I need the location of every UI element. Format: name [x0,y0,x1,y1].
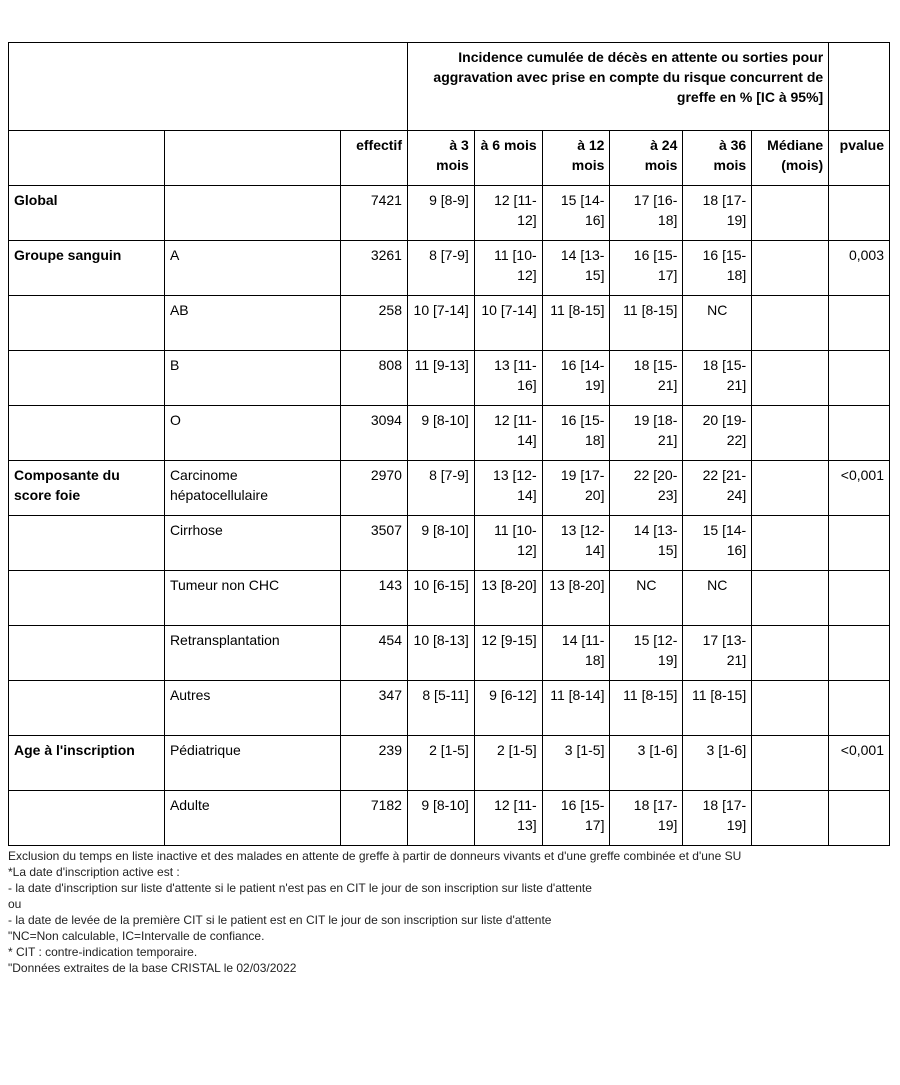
cell-24-mois: 11 [8-15] [610,681,683,736]
cell-mediane [752,626,829,681]
table-row [9,461,890,516]
footnote-line: ou [8,897,22,911]
column-header-mediane: Médiane (mois) [752,131,829,186]
cell-6-mois: 10 [7-14] [474,296,542,351]
cell-pvalue [829,681,890,736]
row-group-label [9,626,165,681]
cell-12-mois: 15 [14-16] [542,186,610,241]
table-row [9,516,890,571]
cell-effectif: 808 [341,351,408,406]
cell-12-mois: 13 [12-14] [542,516,610,571]
row-label: Autres [164,681,340,736]
cell-12-mois: 16 [15-18] [542,406,610,461]
table-row [9,406,890,461]
cell-36-mois: NC [683,296,752,351]
cell-effectif: 258 [341,296,408,351]
cell-mediane [752,736,829,791]
cell-24-mois: 15 [12-19] [610,626,683,681]
header-empty-cell [9,43,408,131]
cell-24-mois: 18 [17-19] [610,791,683,846]
cell-pvalue [829,571,890,626]
cell-36-mois: 22 [21-24] [683,461,752,516]
cell-3-mois: 10 [7-14] [407,296,474,351]
row-group-label [9,516,165,571]
row-label: Adulte [164,791,340,846]
table-row [9,571,890,626]
cell-6-mois: 11 [10-12] [474,516,542,571]
cell-mediane [752,296,829,351]
row-label: Carcinome hépatocellulaire [164,461,340,516]
footnote-line: Exclusion du temps en liste inactive et des malades en attente de greffe à partir de donneurs vivants et d'une greffe combinée et d'une SU [8,849,742,863]
cell-24-mois: NC [610,571,683,626]
cell-6-mois: 13 [12-14] [474,461,542,516]
cell-pvalue [829,516,890,571]
table-row [9,681,890,736]
cell-24-mois: 17 [16-18] [610,186,683,241]
row-label: A [164,241,340,296]
row-label: Retransplantation [164,626,340,681]
cell-6-mois: 12 [9-15] [474,626,542,681]
table-row [9,626,890,681]
column-header-3-mois: à 3 mois [407,131,474,186]
row-group-label: Composante du score foie [9,461,165,516]
row-group-label: Global [9,186,165,241]
cell-24-mois: 11 [8-15] [610,296,683,351]
cell-3-mois: 11 [9-13] [407,351,474,406]
footnotes [8,848,892,976]
table-row [9,736,890,791]
row-label: B [164,351,340,406]
cell-effectif: 3507 [341,516,408,571]
footnote-line: * CIT : contre-indication temporaire. [8,945,198,959]
cell-24-mois: 3 [1-6] [610,736,683,791]
cell-6-mois: 9 [6-12] [474,681,542,736]
row-label: O [164,406,340,461]
column-header-24-mois: à 24 mois [610,131,683,186]
cell-mediane [752,516,829,571]
cell-24-mois: 18 [15-21] [610,351,683,406]
cell-pvalue [829,406,890,461]
header-empty-cell [164,131,340,186]
row-group-label [9,351,165,406]
cell-mediane [752,681,829,736]
cell-effectif: 143 [341,571,408,626]
row-label: AB [164,296,340,351]
row-group-label: Age à l'inscription [9,736,165,791]
cell-36-mois: 11 [8-15] [683,681,752,736]
row-group-label [9,571,165,626]
table-row [9,241,890,296]
column-header-pvalue: pvalue [829,131,890,186]
row-group-label [9,406,165,461]
cell-mediane [752,186,829,241]
cell-pvalue [829,351,890,406]
footnote-line: - la date d'inscription sur liste d'attente si le patient n'est pas en CIT le jour de son inscription sur liste d'attente [8,881,592,895]
cell-3-mois: 8 [7-9] [407,241,474,296]
table-row [9,186,890,241]
cell-pvalue [829,791,890,846]
cell-pvalue [829,296,890,351]
cell-6-mois: 13 [11-16] [474,351,542,406]
cell-6-mois: 11 [10-12] [474,241,542,296]
cell-36-mois: 18 [15-21] [683,351,752,406]
cell-mediane [752,791,829,846]
header-group-title: Incidence cumulée de décès en attente ou sorties pour aggravation avec prise en compte du risque concurrent de greffe en % [IC à 95%] [407,43,828,131]
row-group-label [9,296,165,351]
cell-effectif: 239 [341,736,408,791]
cell-3-mois: 10 [6-15] [407,571,474,626]
cell-6-mois: 12 [11-14] [474,406,542,461]
row-group-label: Groupe sanguin [9,241,165,296]
cell-3-mois: 2 [1-5] [407,736,474,791]
column-header-effectif: effectif [341,131,408,186]
header-columns-row [9,131,890,186]
cell-effectif: 2970 [341,461,408,516]
cell-12-mois: 16 [15-17] [542,791,610,846]
header-group-row [9,43,890,131]
cell-effectif: 347 [341,681,408,736]
cell-effectif: 7421 [341,186,408,241]
cell-36-mois: NC [683,571,752,626]
cell-6-mois: 12 [11-13] [474,791,542,846]
cell-mediane [752,571,829,626]
document [8,42,892,976]
footnote-line: "NC=Non calculable, IC=Intervalle de confiance. [8,929,265,943]
table-row [9,351,890,406]
row-label: Cirrhose [164,516,340,571]
cell-24-mois: 16 [15-17] [610,241,683,296]
row-label: Tumeur non CHC [164,571,340,626]
cell-24-mois: 19 [18-21] [610,406,683,461]
cell-12-mois: 3 [1-5] [542,736,610,791]
row-group-label [9,791,165,846]
cell-24-mois: 14 [13-15] [610,516,683,571]
cell-3-mois: 9 [8-10] [407,406,474,461]
cell-12-mois: 11 [8-14] [542,681,610,736]
incidence-table [8,42,890,846]
cell-36-mois: 20 [19-22] [683,406,752,461]
cell-effectif: 3261 [341,241,408,296]
cell-12-mois: 16 [14-19] [542,351,610,406]
cell-36-mois: 18 [17-19] [683,791,752,846]
cell-6-mois: 2 [1-5] [474,736,542,791]
table-row [9,296,890,351]
cell-effectif: 454 [341,626,408,681]
cell-3-mois: 8 [7-9] [407,461,474,516]
cell-3-mois: 9 [8-10] [407,791,474,846]
cell-pvalue: <0,001 [829,461,890,516]
header-empty-cell [829,43,890,131]
cell-36-mois: 15 [14-16] [683,516,752,571]
cell-mediane [752,351,829,406]
cell-pvalue [829,626,890,681]
cell-mediane [752,461,829,516]
cell-pvalue: <0,001 [829,736,890,791]
column-header-6-mois: à 6 mois [474,131,542,186]
cell-mediane [752,241,829,296]
footnote-line: - la date de levée de la première CIT si le patient est en CIT le jour de son inscription sur liste d'attente [8,913,552,927]
cell-36-mois: 17 [13-21] [683,626,752,681]
footnote-line: *La date d'inscription active est : [8,865,180,879]
cell-pvalue [829,186,890,241]
cell-12-mois: 13 [8-20] [542,571,610,626]
cell-12-mois: 14 [13-15] [542,241,610,296]
cell-36-mois: 18 [17-19] [683,186,752,241]
cell-36-mois: 16 [15-18] [683,241,752,296]
cell-12-mois: 19 [17-20] [542,461,610,516]
cell-6-mois: 13 [8-20] [474,571,542,626]
cell-pvalue: 0,003 [829,241,890,296]
cell-effectif: 3094 [341,406,408,461]
cell-3-mois: 8 [5-11] [407,681,474,736]
row-label: Pédiatrique [164,736,340,791]
row-group-label [9,681,165,736]
table-row [9,791,890,846]
cell-12-mois: 11 [8-15] [542,296,610,351]
cell-3-mois: 9 [8-10] [407,516,474,571]
cell-mediane [752,406,829,461]
column-header-12-mois: à 12 mois [542,131,610,186]
cell-36-mois: 3 [1-6] [683,736,752,791]
row-label [164,186,340,241]
header-empty-cell [9,131,165,186]
column-header-36-mois: à 36 mois [683,131,752,186]
cell-effectif: 7182 [341,791,408,846]
cell-3-mois: 9 [8-9] [407,186,474,241]
cell-12-mois: 14 [11-18] [542,626,610,681]
cell-3-mois: 10 [8-13] [407,626,474,681]
footnote-line: "Données extraites de la base CRISTAL le 02/03/2022 [8,961,297,975]
cell-6-mois: 12 [11-12] [474,186,542,241]
cell-24-mois: 22 [20-23] [610,461,683,516]
